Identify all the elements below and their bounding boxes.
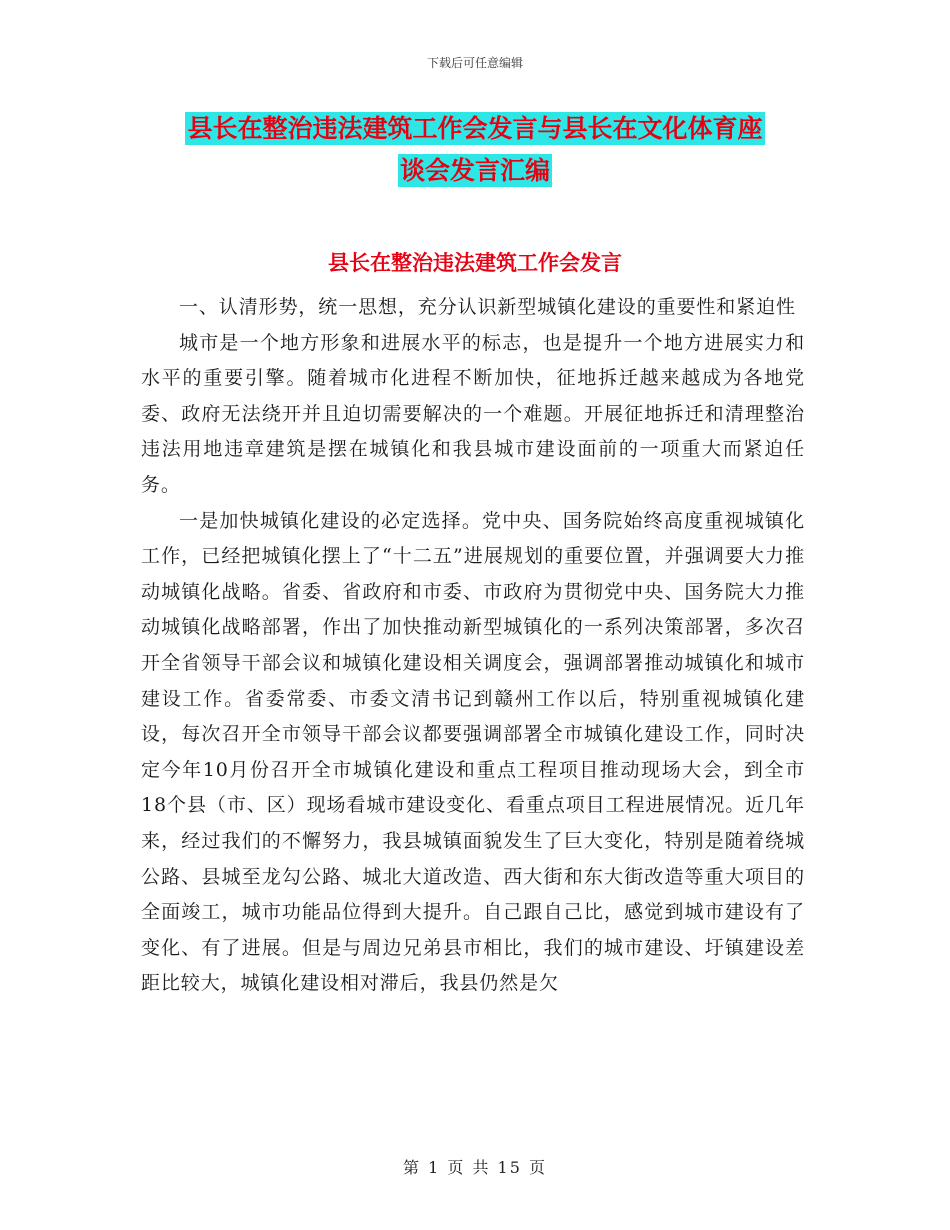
document-body (141, 290, 805, 1002)
body-paragraph-3: 一是加快城镇化建设的必定选择。党中央、国务院始终高度重视城镇化工作，已经把城镇化摆上了“十二五”进展规划的重要位置，并强调要大力推动城镇化战略。省委、省政府和市委、市政府为贯彻党中央、国务院大力推动城镇化战略部署，作出了加快推动新型城镇化的一系列决策部署，多次召开全省领导干部会议和城镇化建设相关调度会，强调部署推动城镇化和城市建设工作。省委常委、市委文清书记到赣州工作以后，特别重视城镇化建设，每次召开全市领导干部会议都要强调部署全市城镇化建设工作，同时决定今年10月份召开全市城镇化建设和重点工程项目推动现场大会，到全市18个县（市、区）现场看城市建设变化、看重点项目工程进展情况。近几年来，经过我们的不懈努力，我县城镇面貌发生了巨大变化，特别是随着绕城公路、县城至龙勾公路、城北大道改造、西大街和东大街改造等重大项目的全面竣工，城市功能品位得到大提升。自己跟自己比，感觉到城市建设有了变化、有了进展。但是与周边兄弟县市相比，我们的城市建设、圩镇建设差距比较大，城镇化建设相对滞后，我县仍然是欠 (141, 509, 805, 995)
body-paragraph-2: 城市是一个地方形象和进展水平的标志，也是提升一个地方进展实力和水平的重要引擎。随着城市化进程不断加快，征地拆迁越来越成为各地党委、政府无法绕开并且迫切需要解决的一个难题。开展征地拆迁和清理整治违法用地违章建筑是摆在城镇化和我县城市建设面前的一项重大而紧迫任务。 (141, 331, 805, 496)
document-title (140, 108, 810, 192)
page-number-footer: 第 1 页 共 15 页 (403, 1158, 547, 1177)
section-title: 县长在整治违法建筑工作会发言 (328, 251, 622, 275)
document-title-line-2: 谈会发言汇编 (399, 156, 550, 185)
page-header-note: 下载后可任意编辑 (426, 56, 523, 70)
body-paragraph-1: 一、认清形势，统一思想，充分认识新型城镇化建设的重要性和紧迫性 (179, 296, 796, 318)
document-title-line-1: 县长在整治违法建筑工作会发言与县长在文化体育座 (187, 114, 763, 143)
